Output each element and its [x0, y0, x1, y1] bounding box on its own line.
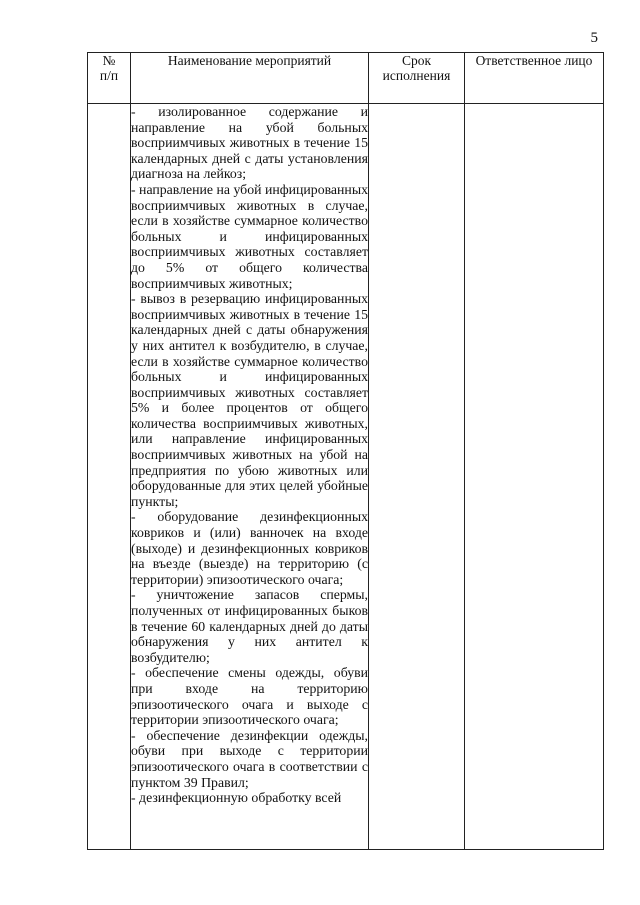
cell-number	[88, 104, 131, 850]
header-name: Наименование мероприятий	[131, 53, 369, 104]
header-number	[88, 53, 131, 104]
measure-item	[131, 182, 368, 291]
measure-item	[131, 509, 368, 587]
page-number: 5	[590, 30, 598, 46]
measure-item	[131, 665, 368, 727]
measure-text: - вывоз в резервацию инфицированных восприимчивых животных в течение 15 календарных дней с даты обнаружения у них антител к возбудителю, в случае, если в хозяйстве суммарное количество больных и инфицированных восприимчивых животных составляет 5% и более процентов от общего количества восприимчивых животных, или направление инфицированных восприимчивых животных на убой на предприятия по убою животных или оборудованные для этих целей убойные пункты;	[131, 291, 368, 509]
table-row	[88, 104, 604, 850]
measure-text: - уничтожение запасов спермы, полученных от инфицированных быков в течение 60 календарных дней до даты обнаружения у них антител к возбудителю;	[131, 587, 368, 665]
measure-text: - оборудование дезинфекционных ковриков и (или) ванночек на входе (выходе) и дезинфекционных ковриков на въезде (выезде) на территорию (с территории) эпизоотического очага;	[131, 509, 368, 587]
measure-item	[131, 728, 368, 790]
cell-measures	[131, 104, 369, 850]
measure-text: - обеспечение смены одежды, обуви при входе на территорию эпизоотического очага и выходе с территории эпизоотического очага;	[131, 665, 368, 728]
header-number-sign: №	[102, 53, 116, 68]
table-header-row	[88, 53, 604, 104]
measure-item	[131, 587, 368, 665]
measure-text: - обеспечение дезинфекции одежды, обуви при выходе с территории эпизоотического очага в соответствии с пунктом 39 Правил;	[131, 727, 368, 790]
header-term-line1: Срок	[401, 53, 432, 68]
measure-text: - дезинфекционную обработку всей	[131, 790, 342, 806]
measure-item	[131, 291, 368, 509]
header-number-pp: п/п	[99, 68, 119, 83]
header-responsible: Ответственное лицо	[465, 53, 604, 104]
header-term-line2: исполнения	[382, 68, 451, 83]
measure-text: - изолированное содержание и направление на убой больных восприимчивых животных в течение 15 календарных дней с даты установления диагноза на лейкоз;	[131, 104, 368, 182]
cell-term	[369, 104, 465, 850]
header-term	[369, 53, 465, 104]
measure-text: - направление на убой инфицированных восприимчивых животных в случае, если в хозяйстве суммарное количество больных и инфицированных восприимчивых животных составляет до 5% от общего количества восприимчивых животных;	[131, 181, 368, 291]
measure-item	[131, 104, 368, 182]
measure-item	[131, 790, 368, 806]
measures-table	[87, 52, 604, 850]
cell-responsible	[465, 104, 604, 850]
